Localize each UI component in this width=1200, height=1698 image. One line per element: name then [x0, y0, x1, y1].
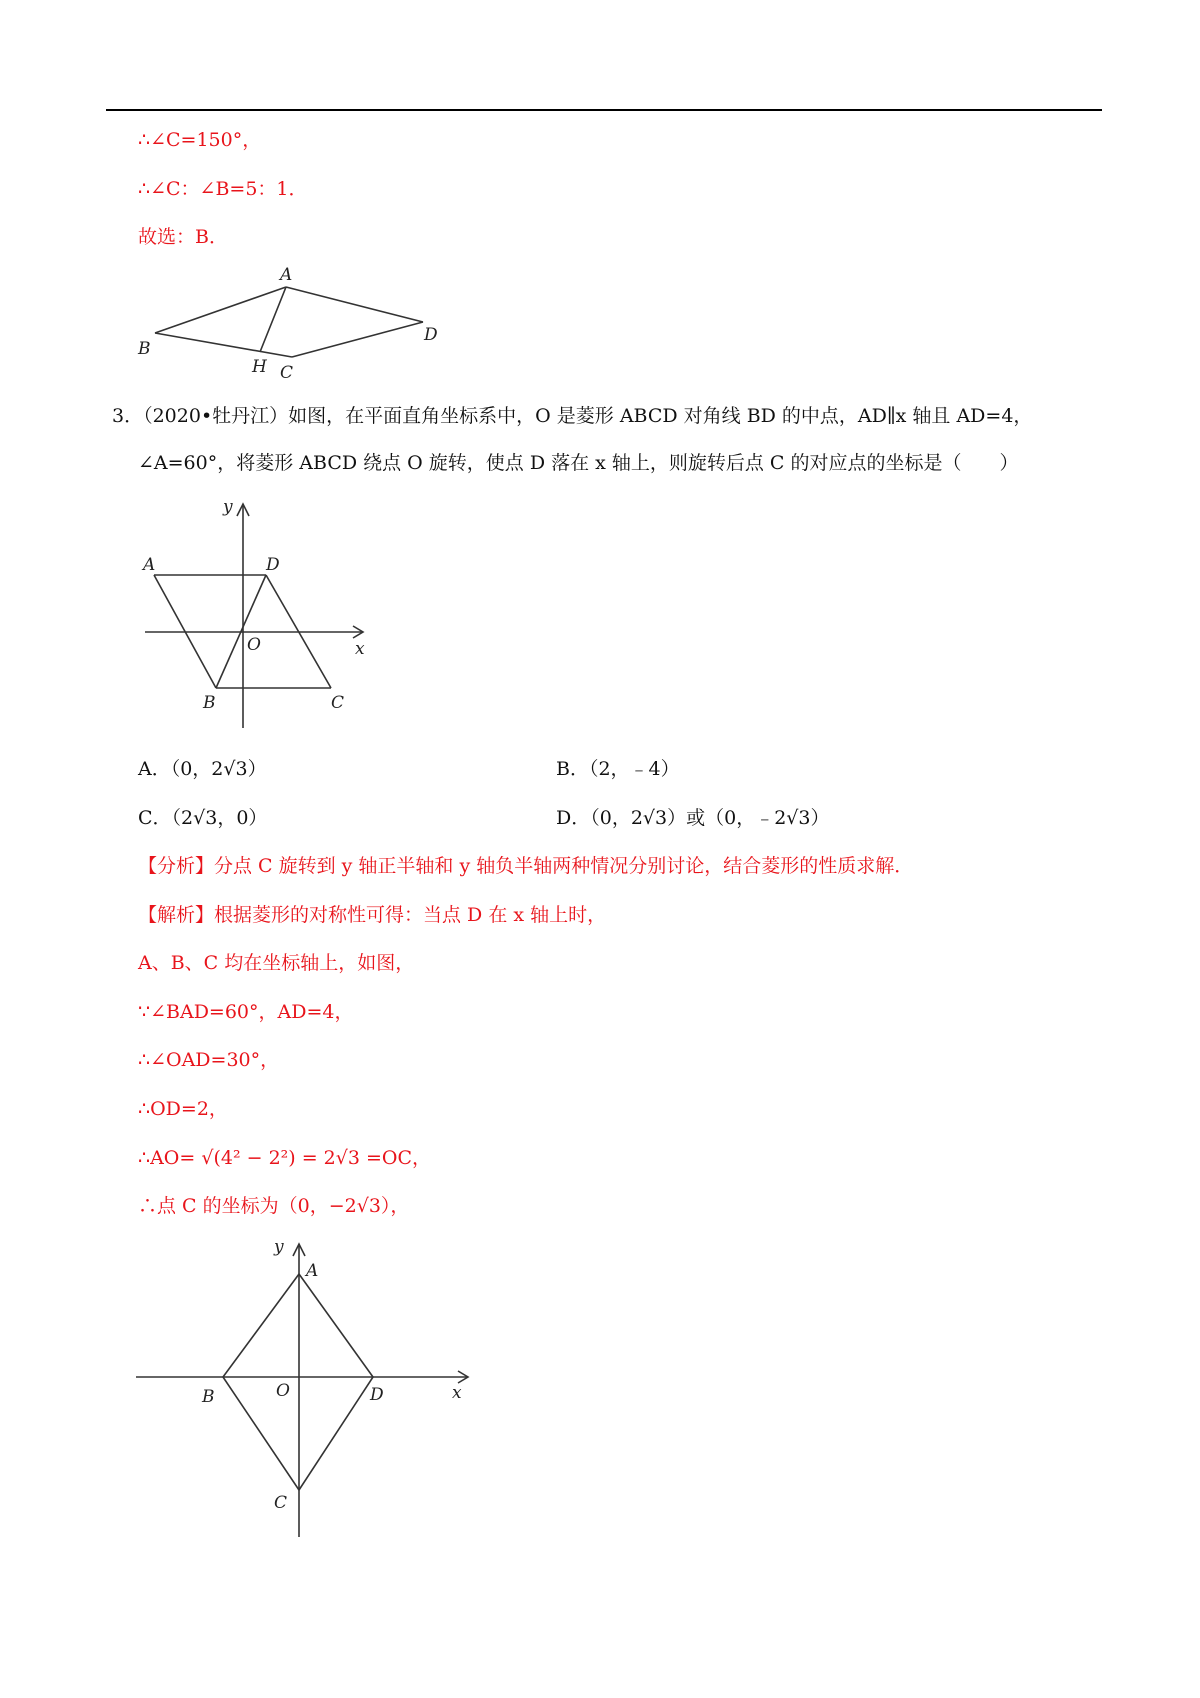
point-label: C: [274, 1493, 288, 1513]
axis-label: y: [223, 497, 233, 517]
point-label: D: [424, 325, 438, 345]
point-label: B: [138, 339, 151, 359]
axis-label: y: [274, 1237, 284, 1257]
question-stem-line2: ∠A=60°，将菱形 ABCD 绕点 O 旋转，使点 D 落在 x 轴上，则旋转后点 C 的对应点的坐标是（ ）: [138, 452, 1019, 474]
coordinate-figure-question: [135, 492, 375, 732]
option-c: C．（2√3，0）: [138, 807, 268, 829]
point-label: B: [203, 693, 216, 713]
option-a: A．（0，2√3）: [138, 758, 267, 780]
analysis-jiexi: 【解析】根据菱形的对称性可得：当点 D 在 x 轴上时，: [138, 904, 607, 926]
analysis-line: ∴∠OAD=30°，: [138, 1049, 280, 1071]
point-label: D: [370, 1385, 384, 1405]
point-label: A: [143, 555, 156, 575]
analysis-line: ∴AO= √(4² − 2²) = 2√3 =OC，: [138, 1147, 432, 1169]
solution-line: ∴∠C：∠B=5：1．: [138, 178, 308, 200]
analysis-line: ∵∠BAD=60°，AD=4，: [138, 1001, 354, 1023]
point-label: C: [331, 693, 345, 713]
point-label: C: [280, 363, 294, 382]
analysis-line: ∴点 C 的坐标为（0，−2√3），: [138, 1195, 410, 1217]
coordinate-figure-solution: [130, 1232, 480, 1542]
axis-label: x: [355, 639, 365, 659]
point-label: H: [252, 357, 267, 377]
point-label: A: [306, 1261, 319, 1281]
answer-choice-line: 故选：B．: [138, 226, 228, 248]
question-stem-line1: 如图，在平面直角坐标系中，O 是菱形 ABCD 对角线 BD 的中点，AD∥x 轴且 AD=4，: [288, 405, 1033, 427]
question-source: （2020•牡丹江）: [143, 405, 289, 427]
axis-label: x: [452, 1383, 462, 1403]
point-label: O: [247, 635, 261, 655]
question-stem: [112, 403, 1032, 429]
point-label: O: [276, 1381, 290, 1401]
point-label: B: [202, 1387, 215, 1407]
point-label: D: [266, 555, 280, 575]
header-rule: [106, 109, 1102, 111]
rhombus-figure-1: [130, 262, 450, 382]
solution-line: ∴∠C=150°，: [138, 129, 262, 151]
point-label: A: [280, 265, 293, 285]
question-number: 3．: [112, 405, 144, 427]
analysis-fenxi: 【分析】分点 C 旋转到 y 轴正半轴和 y 轴负半轴两种情况分别讨论，结合菱形的性质求解．: [138, 855, 914, 877]
analysis-line: ∴OD=2，: [138, 1098, 228, 1120]
option-b: B．（2，﹣4）: [556, 758, 680, 780]
option-d: D．（0，2√3）或（0，﹣2√3）: [556, 807, 830, 829]
analysis-line: A、B、C 均在坐标轴上，如图，: [138, 952, 415, 974]
